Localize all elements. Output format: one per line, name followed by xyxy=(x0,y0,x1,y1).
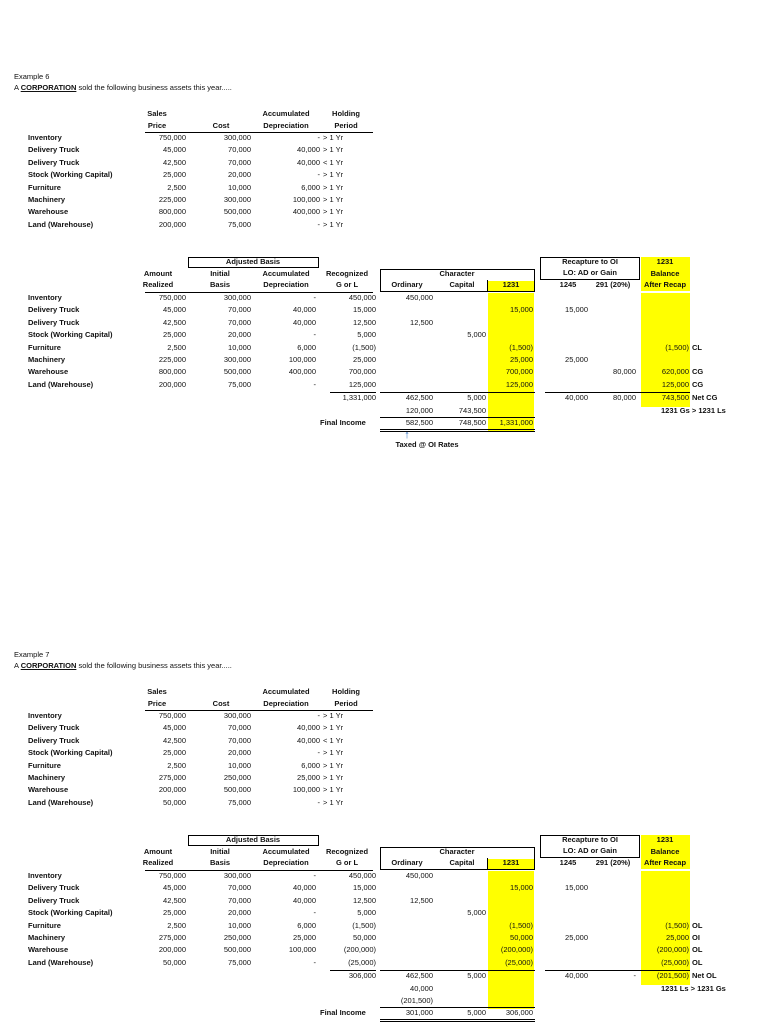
total-1245: 40,000 xyxy=(565,393,588,403)
cost: 20,000 xyxy=(228,748,251,758)
accumulated-depreciation: 40,000 xyxy=(297,157,320,167)
accumulated-depreciation: 100,000 xyxy=(292,785,320,795)
recognized-gain-loss: 50,000 xyxy=(353,933,376,942)
col-header-ordinary: Ordinary xyxy=(391,858,423,867)
accumulated-depreciation: 40,000 xyxy=(297,145,320,155)
asset-name: Stock (Working Capital) xyxy=(28,170,113,180)
recognized-gain-loss: 5,000 xyxy=(357,908,376,918)
initial-basis: 250,000 xyxy=(223,933,251,942)
initial-basis: 70,000 xyxy=(228,883,251,893)
holding-period: > 1 Yr xyxy=(323,133,344,142)
initial-basis: 300,000 xyxy=(223,293,251,302)
accumulated-depreciation: - xyxy=(317,748,320,758)
holding-period: > 1 Yr xyxy=(323,711,344,720)
amount-realized: 45,000 xyxy=(163,883,186,893)
col-header-gain-loss: G or L xyxy=(335,858,359,867)
col-header-basis: Basis xyxy=(209,858,230,867)
sales-price: 45,000 xyxy=(163,145,186,155)
initial-basis: 10,000 xyxy=(228,920,251,930)
accumulated-depreciation: - xyxy=(313,379,316,389)
col-header-depreciation: Depreciation xyxy=(263,858,309,867)
balance-note: CG xyxy=(692,379,704,389)
balance-note: OL xyxy=(692,957,703,967)
sales-price: 750,000 xyxy=(158,133,186,142)
accumulated-depreciation: 40,000 xyxy=(293,317,316,327)
col-header-depreciation: Depreciation xyxy=(263,699,309,708)
ordinary: 450,000 xyxy=(405,293,433,302)
1231-comparison: 1231 Ls > 1231 Gs xyxy=(661,983,726,993)
initial-basis: 300,000 xyxy=(223,355,251,364)
recapture-1245: 25,000 xyxy=(565,933,588,942)
recognized-gain-loss: (1,500) xyxy=(352,342,376,352)
character-header: Character xyxy=(439,847,475,856)
amount-realized: 225,000 xyxy=(158,355,186,364)
col-header-realized: Realized xyxy=(142,280,174,289)
final-1231: 1,331,000 xyxy=(499,418,533,427)
holding-period: > 1 Yr xyxy=(323,145,344,155)
initial-basis: 10,000 xyxy=(228,342,251,352)
amount-realized: 45,000 xyxy=(163,305,186,315)
section-1231: 25,000 xyxy=(510,355,533,364)
asset-name: Delivery Truck xyxy=(28,157,80,167)
col-header-depreciation: Depreciation xyxy=(263,280,309,289)
cost: 300,000 xyxy=(223,133,251,142)
balance-note: CG xyxy=(692,367,704,377)
asset-name: Warehouse xyxy=(28,785,69,795)
col-header-gain-loss: G or L xyxy=(335,280,359,289)
recapture-1245: 25,000 xyxy=(565,355,588,364)
initial-basis: 20,000 xyxy=(228,330,251,340)
recapture-subheader: LO: AD or Gain xyxy=(563,268,617,277)
asset-name: Warehouse xyxy=(28,945,69,955)
recognized-gain-loss: 700,000 xyxy=(348,367,376,377)
accumulated-depreciation: 40,000 xyxy=(293,895,316,905)
accumulated-depreciation: 400,000 xyxy=(292,207,320,217)
adjusted-basis-header: Adjusted Basis xyxy=(225,835,281,844)
accumulated-depreciation: - xyxy=(317,133,320,142)
asset-name: Delivery Truck xyxy=(28,723,80,733)
initial-basis: 70,000 xyxy=(228,305,251,315)
initial-basis: 75,000 xyxy=(228,379,251,389)
recognized-gain-loss: 25,000 xyxy=(353,355,376,364)
cost: 300,000 xyxy=(223,711,251,720)
total-ordinary: 462,500 xyxy=(405,393,433,403)
col-header-accumulated: Accumulated xyxy=(262,269,310,278)
amount-realized: 200,000 xyxy=(158,945,186,955)
cost: 500,000 xyxy=(223,207,251,217)
col-header-1245: 1245 xyxy=(559,858,577,867)
up-arrow-icon: ↑ xyxy=(404,429,410,441)
amount-realized: 750,000 xyxy=(158,293,186,302)
col-header-1231: 1231 xyxy=(502,280,520,289)
initial-basis: 300,000 xyxy=(223,871,251,880)
cost: 75,000 xyxy=(228,797,251,807)
accumulated-depreciation: - xyxy=(317,711,320,720)
accumulated-depreciation: 400,000 xyxy=(288,367,316,377)
asset-name: Furniture xyxy=(28,342,61,352)
sales-price: 25,000 xyxy=(163,170,186,180)
asset-name: Delivery Truck xyxy=(28,145,80,155)
cost: 20,000 xyxy=(228,170,251,180)
asset-name: Land (Warehouse) xyxy=(28,219,94,229)
asset-name: Inventory xyxy=(28,711,62,720)
accumulated-depreciation: - xyxy=(313,908,316,918)
final-income-label: Final Income xyxy=(320,1008,366,1018)
initial-basis: 75,000 xyxy=(228,957,251,967)
asset-name: Land (Warehouse) xyxy=(28,379,94,389)
col-header-period: Period xyxy=(334,121,358,130)
holding-period: > 1 Yr xyxy=(323,219,344,229)
total-balance-note: Net CG xyxy=(692,393,718,403)
amount-realized: 42,500 xyxy=(163,317,186,327)
section-1231: (25,000) xyxy=(505,957,533,967)
section-1231: 125,000 xyxy=(505,379,533,389)
intro-text: A xyxy=(14,83,21,92)
col-header-period: Period xyxy=(334,699,358,708)
sales-price: 50,000 xyxy=(163,797,186,807)
ex7-final-double-rule-2 xyxy=(380,1021,535,1022)
accumulated-depreciation: 6,000 xyxy=(301,760,320,770)
final-ordinary: 301,000 xyxy=(405,1008,433,1018)
ordinary: 12,500 xyxy=(410,895,433,905)
col-header-291: 291 (20%) xyxy=(595,858,631,867)
amount-realized: 2,500 xyxy=(167,342,186,352)
holding-period: > 1 Yr xyxy=(323,785,344,795)
adjusted-basis-header: Adjusted Basis xyxy=(225,257,281,266)
ordinary-adjustment: 120,000 xyxy=(405,405,433,415)
col-header-cost: Cost xyxy=(212,121,230,130)
cost: 70,000 xyxy=(228,157,251,167)
total-balance: (201,500) xyxy=(656,971,689,981)
col-header-cost: Cost xyxy=(212,699,230,708)
final-capital: 5,000 xyxy=(467,1008,486,1018)
section-1231: (200,000) xyxy=(500,945,533,955)
asset-name: Machinery xyxy=(28,933,66,942)
ex6-heading: Example 6 xyxy=(14,72,50,81)
holding-period: < 1 Yr xyxy=(323,735,344,745)
recapture-291: 80,000 xyxy=(613,367,636,377)
total-balance: 743,500 xyxy=(661,393,689,403)
ex7-final-double-rule-1 xyxy=(380,1019,535,1020)
initial-basis: 70,000 xyxy=(228,317,251,327)
recapture-1245: 15,000 xyxy=(565,305,588,315)
cost: 300,000 xyxy=(223,195,251,204)
sales-price: 275,000 xyxy=(158,773,186,782)
balance-after-recap: 620,000 xyxy=(661,367,689,377)
section-1231: 15,000 xyxy=(510,883,533,893)
capital-adjustment: 743,500 xyxy=(458,405,486,415)
intro-text: sold the following business assets this year..... xyxy=(76,661,232,670)
asset-name: Delivery Truck xyxy=(28,317,80,327)
accumulated-depreciation: 100,000 xyxy=(288,355,316,364)
asset-name: Warehouse xyxy=(28,367,69,377)
sales-price: 225,000 xyxy=(158,195,186,204)
intro-text: A xyxy=(14,661,21,670)
accumulated-depreciation: 40,000 xyxy=(293,883,316,893)
recognized-gain-loss: (25,000) xyxy=(348,957,376,967)
recognized-gain-loss: 15,000 xyxy=(353,305,376,315)
balance-header-balance: Balance xyxy=(650,269,680,278)
recapture-header: Recapture to OI xyxy=(562,257,618,266)
amount-realized: 275,000 xyxy=(158,933,186,942)
sales-price: 2,500 xyxy=(167,760,186,770)
sales-price: 2,500 xyxy=(167,182,186,192)
asset-name: Land (Warehouse) xyxy=(28,797,94,807)
ordinary: 12,500 xyxy=(410,317,433,327)
initial-basis: 70,000 xyxy=(228,895,251,905)
col-header-ordinary: Ordinary xyxy=(391,280,423,289)
amount-realized: 25,000 xyxy=(163,330,186,340)
balance-after-recap: 25,000 xyxy=(666,933,689,942)
sales-price: 800,000 xyxy=(158,207,186,217)
asset-name: Warehouse xyxy=(28,207,69,217)
total-1245: 40,000 xyxy=(565,971,588,981)
holding-period: > 1 Yr xyxy=(323,182,344,192)
total-291: - xyxy=(633,971,636,981)
ordinary-adjustment-2: (201,500) xyxy=(400,996,433,1005)
holding-period: > 1 Yr xyxy=(323,723,344,733)
asset-name: Furniture xyxy=(28,760,61,770)
total-balance-note: Net OL xyxy=(692,971,717,981)
holding-period: > 1 Yr xyxy=(323,170,344,180)
holding-period: > 1 Yr xyxy=(323,207,344,217)
asset-name: Land (Warehouse) xyxy=(28,957,94,967)
accumulated-depreciation: - xyxy=(313,871,316,880)
col-header-291: 291 (20%) xyxy=(595,280,631,289)
initial-basis: 500,000 xyxy=(223,367,251,377)
accumulated-depreciation: 6,000 xyxy=(301,182,320,192)
amount-realized: 800,000 xyxy=(158,367,186,377)
balance-note: OL xyxy=(692,945,703,955)
sales-price: 42,500 xyxy=(163,735,186,745)
ordinary-adjustment: 40,000 xyxy=(410,983,433,993)
accumulated-depreciation: - xyxy=(317,219,320,229)
balance-header-1231: 1231 xyxy=(656,257,674,266)
amount-realized: 42,500 xyxy=(163,895,186,905)
final-ordinary: 582,500 xyxy=(405,418,433,427)
cost: 250,000 xyxy=(223,773,251,782)
recognized-gain-loss: 15,000 xyxy=(353,883,376,893)
asset-name: Inventory xyxy=(28,871,62,880)
balance-header-1231: 1231 xyxy=(656,835,674,844)
balance-after-recap: (1,500) xyxy=(665,342,689,352)
holding-period: > 1 Yr xyxy=(323,760,344,770)
section-1231: 50,000 xyxy=(510,933,533,942)
amount-realized: 2,500 xyxy=(167,920,186,930)
col-header-price: Price xyxy=(147,121,167,130)
recapture-1245: 15,000 xyxy=(565,883,588,893)
accumulated-depreciation: - xyxy=(313,330,316,340)
initial-basis: 20,000 xyxy=(228,908,251,918)
cost: 70,000 xyxy=(228,735,251,745)
sales-price: 200,000 xyxy=(158,785,186,795)
accumulated-depreciation: - xyxy=(313,957,316,967)
col-header-price: Price xyxy=(147,699,167,708)
recognized-gain-loss: 125,000 xyxy=(348,379,376,389)
balance-after-recap: (25,000) xyxy=(661,957,689,967)
sales-price: 25,000 xyxy=(163,748,186,758)
corporation-label: CORPORATION xyxy=(20,83,77,92)
ex7-heading: Example 7 xyxy=(14,650,50,659)
col-header-recognized: Recognized xyxy=(325,269,369,278)
asset-name: Stock (Working Capital) xyxy=(28,748,113,758)
ordinary: 450,000 xyxy=(405,871,433,880)
col-header-recognized: Recognized xyxy=(325,847,369,856)
cost: 500,000 xyxy=(223,785,251,795)
corporation-label: CORPORATION xyxy=(20,661,77,670)
character-header: Character xyxy=(439,269,475,278)
sales-price: 200,000 xyxy=(158,219,186,229)
balance-header-balance: Balance xyxy=(650,847,680,856)
sales-price: 750,000 xyxy=(158,711,186,720)
asset-name: Stock (Working Capital) xyxy=(28,330,113,340)
total-recognized: 1,331,000 xyxy=(342,393,376,403)
1231-comparison: 1231 Gs > 1231 Ls xyxy=(661,405,726,415)
accumulated-depreciation: 40,000 xyxy=(293,305,316,315)
recapture-header: Recapture to OI xyxy=(562,835,618,844)
recognized-gain-loss: 12,500 xyxy=(353,317,376,327)
col-header-amount: Amount xyxy=(143,847,173,856)
asset-name: Inventory xyxy=(28,133,62,142)
ex6-intro xyxy=(14,83,232,93)
taxed-at-oi-rates-note: Taxed @ OI Rates xyxy=(395,440,459,449)
accumulated-depreciation: 100,000 xyxy=(292,195,320,204)
sales-price: 42,500 xyxy=(163,157,186,167)
accumulated-depreciation: 6,000 xyxy=(297,920,316,930)
accumulated-depreciation: - xyxy=(313,293,316,302)
col-header-holding: Holding xyxy=(332,109,360,118)
balance-note: CL xyxy=(692,342,702,352)
balance-header-after-recap: After Recap xyxy=(643,858,687,867)
capital: 5,000 xyxy=(467,908,486,918)
accumulated-depreciation: 40,000 xyxy=(297,723,320,733)
col-header-accumulated: Accumulated xyxy=(262,847,310,856)
col-header-initial: Initial xyxy=(210,269,230,278)
accumulated-depreciation: 100,000 xyxy=(288,945,316,955)
section-1231: (1,500) xyxy=(509,920,533,930)
accumulated-depreciation: - xyxy=(317,170,320,180)
total-recognized: 306,000 xyxy=(348,971,376,981)
cost: 10,000 xyxy=(228,760,251,770)
accumulated-depreciation: 40,000 xyxy=(297,735,320,745)
ex7-intro xyxy=(14,661,232,671)
recognized-gain-loss: 450,000 xyxy=(348,293,376,302)
total-ordinary: 462,500 xyxy=(405,971,433,981)
col-header-depreciation: Depreciation xyxy=(263,121,309,130)
cost: 10,000 xyxy=(228,182,251,192)
cost: 70,000 xyxy=(228,145,251,155)
section-1231: 700,000 xyxy=(505,367,533,377)
balance-note: OL xyxy=(692,920,703,930)
amount-realized: 200,000 xyxy=(158,379,186,389)
holding-period: < 1 Yr xyxy=(323,157,344,167)
col-header-sales: Sales xyxy=(147,687,167,696)
asset-name: Inventory xyxy=(28,293,62,302)
accumulated-depreciation: 25,000 xyxy=(297,773,320,782)
col-header-initial: Initial xyxy=(210,847,230,856)
total-capital: 5,000 xyxy=(467,393,486,403)
final-capital: 748,500 xyxy=(458,418,486,427)
col-header-capital: Capital xyxy=(449,858,475,867)
asset-name: Stock (Working Capital) xyxy=(28,908,113,918)
recognized-gain-loss: (200,000) xyxy=(343,945,376,955)
col-header-holding: Holding xyxy=(332,687,360,696)
initial-basis: 500,000 xyxy=(223,945,251,955)
recognized-gain-loss: 450,000 xyxy=(348,871,376,880)
col-header-amount: Amount xyxy=(143,269,173,278)
col-header-basis: Basis xyxy=(209,280,230,289)
amount-realized: 25,000 xyxy=(163,908,186,918)
recapture-subheader: LO: AD or Gain xyxy=(563,846,617,855)
holding-period: > 1 Yr xyxy=(323,748,344,758)
holding-period: > 1 Yr xyxy=(323,797,344,807)
col-header-1231: 1231 xyxy=(502,858,520,867)
asset-name: Delivery Truck xyxy=(28,735,80,745)
recognized-gain-loss: (1,500) xyxy=(352,920,376,930)
balance-note: OI xyxy=(692,933,700,942)
asset-name: Machinery xyxy=(28,195,66,204)
recognized-gain-loss: 12,500 xyxy=(353,895,376,905)
asset-name: Delivery Truck xyxy=(28,305,80,315)
balance-after-recap: (200,000) xyxy=(656,945,689,955)
section-1231: (1,500) xyxy=(509,342,533,352)
holding-period: > 1 Yr xyxy=(323,773,344,782)
asset-name: Machinery xyxy=(28,355,66,364)
accumulated-depreciation: 6,000 xyxy=(297,342,316,352)
final-1231: 306,000 xyxy=(505,1008,533,1018)
intro-text: sold the following business assets this year..... xyxy=(76,83,232,92)
col-header-accumulated: Accumulated xyxy=(262,687,310,696)
balance-header-after-recap: After Recap xyxy=(643,280,687,289)
asset-name: Machinery xyxy=(28,773,66,782)
cost: 75,000 xyxy=(228,219,251,229)
total-291: 80,000 xyxy=(613,393,636,403)
balance-after-recap: (1,500) xyxy=(665,920,689,930)
amount-realized: 750,000 xyxy=(158,871,186,880)
total-capital: 5,000 xyxy=(467,971,486,981)
asset-name: Furniture xyxy=(28,182,61,192)
amount-realized: 50,000 xyxy=(163,957,186,967)
asset-name: Furniture xyxy=(28,920,61,930)
asset-name: Delivery Truck xyxy=(28,895,80,905)
final-income-label: Final Income xyxy=(320,418,366,427)
holding-period: > 1 Yr xyxy=(323,195,344,204)
col-header-sales: Sales xyxy=(147,109,167,118)
col-header-accumulated: Accumulated xyxy=(262,109,310,118)
accumulated-depreciation: - xyxy=(317,797,320,807)
col-header-realized: Realized xyxy=(142,858,174,867)
col-header-1245: 1245 xyxy=(559,280,577,289)
capital: 5,000 xyxy=(467,330,486,340)
asset-name: Delivery Truck xyxy=(28,883,80,893)
balance-after-recap: 125,000 xyxy=(661,379,689,389)
sales-price: 45,000 xyxy=(163,723,186,733)
col-header-capital: Capital xyxy=(449,280,475,289)
section-1231: 15,000 xyxy=(510,305,533,315)
accumulated-depreciation: 25,000 xyxy=(293,933,316,942)
recognized-gain-loss: 5,000 xyxy=(357,330,376,340)
cost: 70,000 xyxy=(228,723,251,733)
